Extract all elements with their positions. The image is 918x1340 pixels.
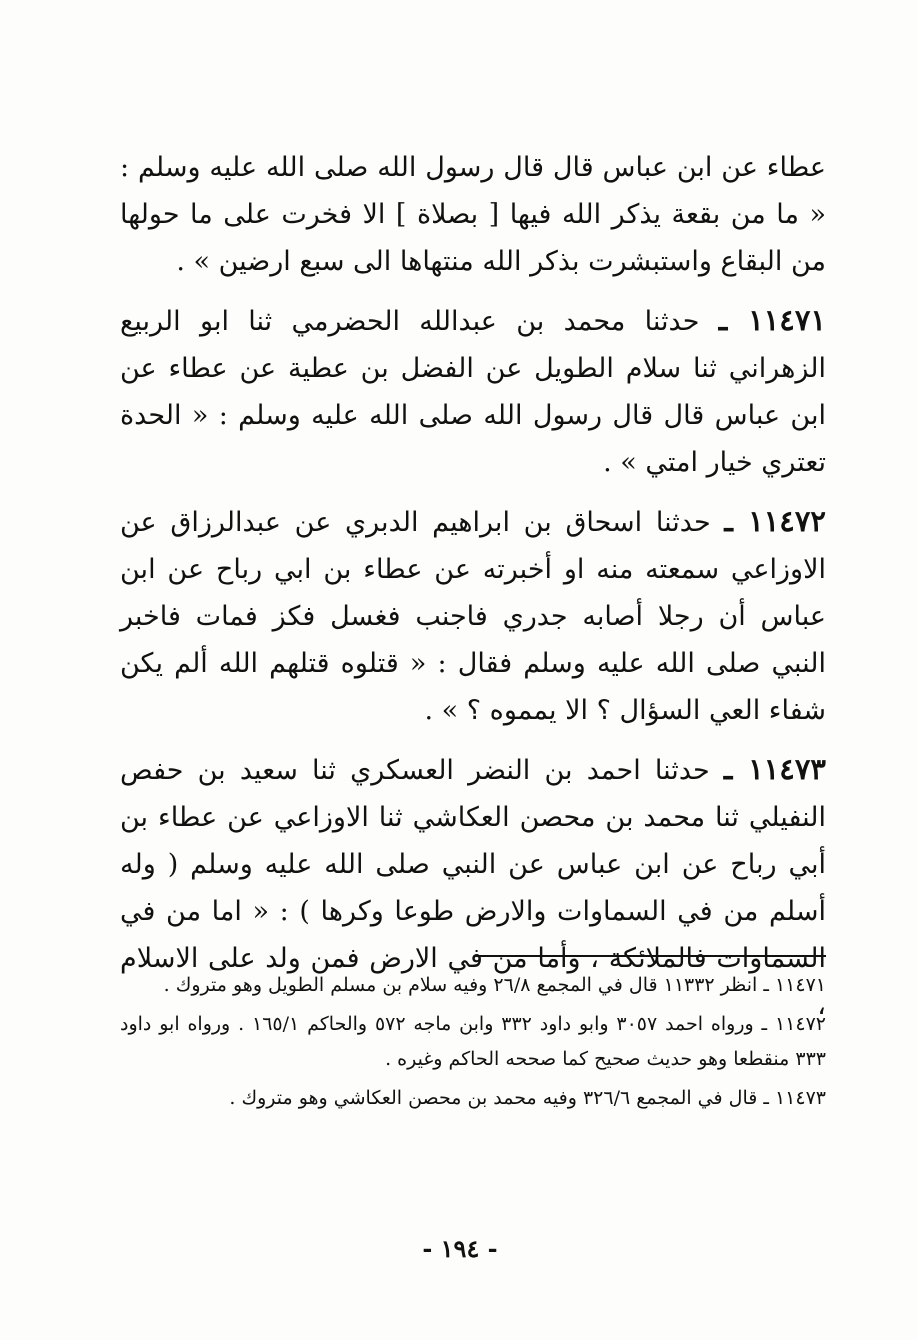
hadith-text: حدثنا اسحاق بن ابراهيم الدبري عن عبدالرزاق عن الاوزاعي سمعته منه او أخبرته عن عطاء بن ابي رباح عن ابن عباس أن رجلا أصابه جدري فاجنب فغسل فكز فمات فاخبر النبي صلى الله عليه وسلم فقال : « قتلوه قتلهم الله ألم يكن شفاء العي السؤال ؟ الا يمموه ؟ » .	[120, 507, 826, 726]
hadith-number: ١١٤٧١ ـ	[718, 303, 826, 337]
footnote-3: ١١٤٧٣ ـ قال في المجمع ٣٢٦/٦ وفيه محمد بن محصن العكاشي وهو متروك .	[229, 1087, 826, 1109]
hadith-text: حدثنا محمد بن عبدالله الحضرمي ثنا ابو الربيع الزهراني ثنا سلام الطويل عن الفضل بن عطية عن عطاء عن ابن عباس قال قال رسول الله صلى الله عليه وسلم : « الحدة تعتري خيار امتي » .	[120, 306, 826, 478]
hadith-text: حدثنا احمد بن النضر العسكري ثنا سعيد بن حفص النفيلي ثنا محمد بن محصن العكاشي ثنا الاوزاعي عن عطاء بن أبي رباح عن ابن عباس عن النبي صلى الله عليه وسلم ( وله أسلم من في السماوات والارض طوعا وكرها ) : « اما من في السماوات فالملائكة ، وأما من في الارض فمن ولد على الاسلام ،	[120, 755, 826, 1021]
paragraph-2	[120, 297, 826, 486]
footnote-1: ١١٤٧١ ـ انظر ١١٣٣٢ قال في المجمع ٢٦/٨ وفيه سلام بن مسلم الطويل وهو متروك .	[163, 974, 826, 996]
page-number: - ١٩٤ -	[422, 1234, 498, 1263]
footnote-divider	[476, 955, 826, 957]
hadith-number: ١١٤٧٢ ـ	[724, 504, 826, 538]
main-text-body	[120, 143, 826, 1041]
paragraph-1	[120, 143, 826, 285]
paragraph-3	[120, 498, 826, 734]
hadith-number: ١١٤٧٣ ـ	[723, 752, 826, 786]
footnote-2: ١١٤٧٢ ـ ورواه احمد ٣٠٥٧ وابو داود ٣٣٢ وابن ماجه ٥٧٢ والحاكم ١٦٥/١ . ورواه ابو داود ٣٣٣ منقطعا وهو حديث صحيح كما صححه الحاكم وغيره .	[120, 1013, 826, 1070]
footnotes-section	[120, 968, 826, 1120]
hadith-text: عطاء عن ابن عباس قال قال رسول الله صلى الله عليه وسلم : « ما من بقعة يذكر الله فيها [ بصلاة ] الا فخرت على ما حولها من البقاع واستبشرت بذكر الله منتهاها الى سبع ارضين » .	[120, 152, 826, 277]
